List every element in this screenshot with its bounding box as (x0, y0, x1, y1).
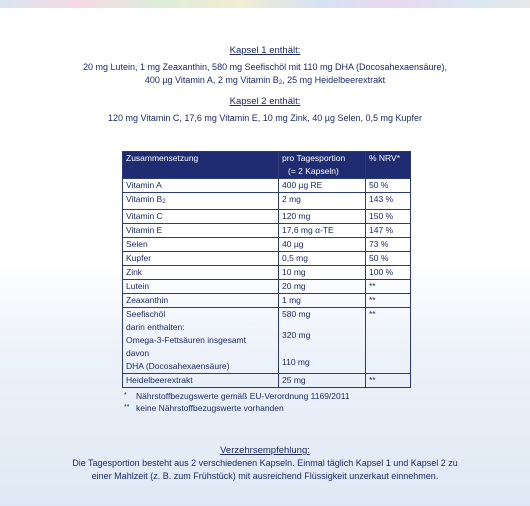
table-row (123, 266, 411, 280)
capsule-1-line-2-post: , 25 mg Heidelbeerextrakt (282, 75, 386, 85)
footnote-2-text: keine Nährstoffbezugswerte vorhanden (136, 403, 284, 413)
nutrient-amount: 17,6 mg α-TE (279, 224, 366, 238)
nutrient-nrv: 50 % (366, 252, 411, 266)
fish-oil-amount-cell (279, 308, 366, 374)
of-which: davon (126, 348, 150, 358)
capsule-1-line-1: 20 mg Lutein, 1 mg Zeaxanthin, 580 mg Seefischöl mit 110 mg DHA (Docosahexaensäure), (82, 62, 448, 72)
table-row (123, 179, 411, 193)
fish-oil-contains: darin enthalten: (126, 322, 185, 332)
nutrition-table (122, 151, 411, 388)
nutrient-nrv: ** (366, 294, 411, 308)
dha-amount: 110 mg (282, 357, 310, 367)
nutrient-nrv: ** (366, 280, 411, 294)
capsule-2-line-1: 120 mg Vitamin C, 17,6 mg Vitamin E, 10 mg Zink, 40 µg Selen, 0,5 mg Kupfer (107, 113, 422, 123)
nutrient-name: Zink (123, 266, 279, 280)
header-nrv: % NRV* (366, 152, 411, 179)
omega-3-name: Omega-3-Fettsäuren insgesamt (126, 335, 246, 345)
dha-name: DHA (Docosahexaensäure) (126, 361, 230, 371)
table-row (123, 294, 411, 308)
nutrient-nrv: 147 % (366, 224, 411, 238)
nutrient-name: Heidelbeerextrakt (123, 374, 279, 388)
nutrient-name: Vitamin A (123, 179, 279, 193)
top-decorative-strip (0, 0, 530, 8)
nutrient-name-text: Vitamin B (126, 194, 163, 204)
nutrient-nrv: 143 % (366, 193, 411, 210)
capsule-1-line-2 (0, 74, 530, 90)
nutrient-amount: 1 mg (279, 294, 366, 308)
capsule-1-line-2-sub: 2 (278, 80, 283, 86)
spacer (282, 342, 362, 356)
capsule-2-section (0, 95, 530, 125)
nutrient-nrv: 50 % (366, 179, 411, 193)
nutrient-nrv: 100 % (366, 266, 411, 280)
nutrient-amount: 400 µg RE (279, 179, 366, 193)
footnote-1-text: Nährstoffbezugswerte gemäß EU-Verordnung 1169/2011 (136, 391, 350, 401)
nutrient-amount: 40 µg (279, 238, 366, 252)
nutrient-amount: 120 mg (279, 210, 366, 224)
nutrient-amount: 20 mg (279, 280, 366, 294)
table-row (123, 193, 411, 210)
nutrient-amount: 0,5 mg (279, 252, 366, 266)
usage-recommendation (0, 444, 530, 483)
nutrient-name-sub: 2 (162, 199, 166, 205)
nutrient-nrv: ** (366, 374, 411, 388)
table-row (123, 280, 411, 294)
capsule-1-section (0, 44, 530, 90)
usage-heading: Verzehrsempfehlung: (220, 445, 310, 456)
table-row (123, 224, 411, 238)
fish-oil-amount: 580 mg (282, 309, 311, 319)
nutrient-name (123, 193, 279, 210)
table-row (123, 374, 411, 388)
capsule-1-heading: Kapsel 1 enthält: (229, 45, 301, 56)
nutrient-name: Lutein (123, 280, 279, 294)
usage-line-1: Die Tagesportion besteht aus 2 verschiedenen Kapseln. Einmal täglich Kapsel 1 und Kapsel 2 zu (72, 458, 458, 468)
table-header-row (123, 152, 411, 179)
fish-oil-nrv: ** (366, 308, 411, 374)
nutrient-name: Vitamin E (123, 224, 279, 238)
nutrient-amount: 10 mg (279, 266, 366, 280)
nutrient-nrv: 150 % (366, 210, 411, 224)
usage-line-2: einer Mahlzeit (z. B. zum Frühstück) mit ausreichend Flüssigkeit unzerkaut einnehmen. (91, 471, 439, 481)
nutrient-nrv: 73 % (366, 238, 411, 252)
footnote-1-marker: * (124, 392, 127, 399)
nutrient-name: Selen (123, 238, 279, 252)
header-daily-portion-line-2: (= 2 Kapseln) (288, 166, 339, 176)
table-row (123, 238, 411, 252)
fish-oil-name: Seefischöl (126, 309, 166, 319)
table-row (123, 210, 411, 224)
nutrient-amount: 2 mg (279, 193, 366, 210)
header-composition: Zusammensetzung (123, 152, 279, 179)
nutrient-name: Kupfer (123, 252, 279, 266)
header-daily-portion-line-1: pro Tagesportion (282, 153, 346, 163)
footnote-2-marker: ** (124, 404, 130, 411)
table-row (123, 252, 411, 266)
spacer (282, 321, 362, 329)
nutrient-name: Zeaxanthin (123, 294, 279, 308)
footnote-1 (124, 390, 350, 402)
nutrient-name: Vitamin C (123, 210, 279, 224)
nutrient-amount: 25 mg (279, 374, 366, 388)
capsule-1-line-2-pre: 400 µg Vitamin A, 2 mg Vitamin B (144, 75, 279, 85)
footnotes (124, 390, 350, 414)
header-daily-portion (279, 152, 366, 179)
table-row-fish-oil (123, 308, 411, 374)
omega-3-amount: 320 mg (282, 330, 311, 340)
capsule-2-heading: Kapsel 2 enthält: (229, 96, 301, 107)
fish-oil-name-cell (123, 308, 279, 374)
footnote-2 (124, 402, 350, 414)
